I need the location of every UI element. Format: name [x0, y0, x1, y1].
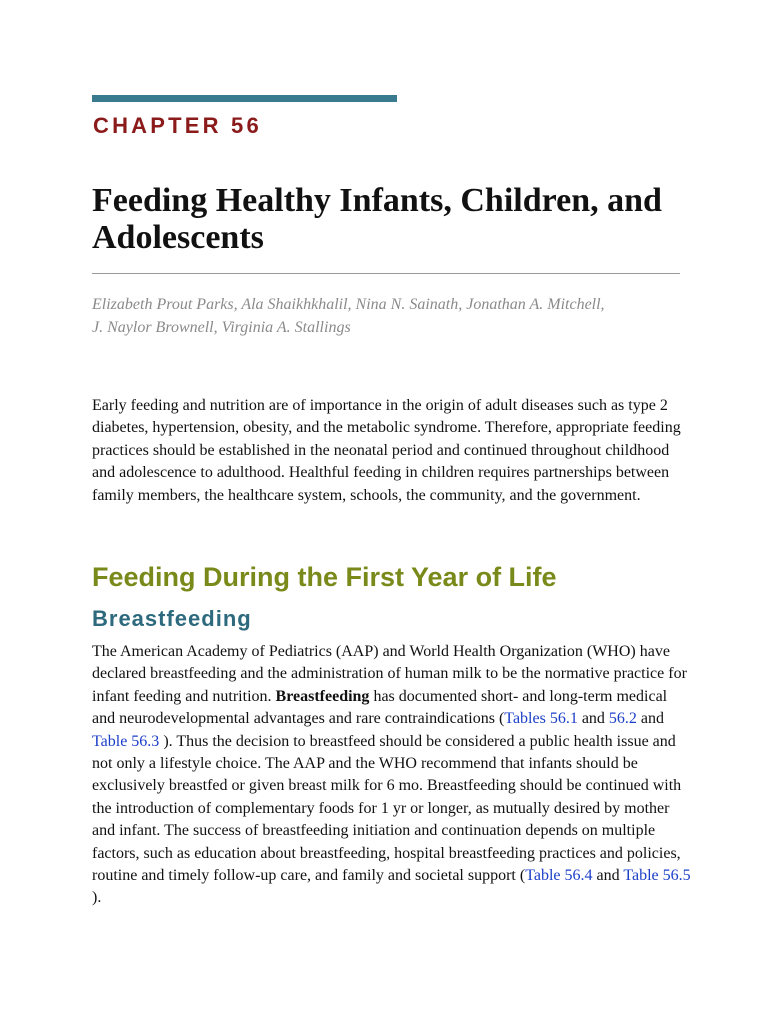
chapter-label: CHAPTER 56 [93, 113, 262, 138]
term-breastfeeding: Breastfeeding [275, 687, 370, 705]
chapter-title: Feeding Healthy Infants, Children, and Adolescents [92, 182, 662, 256]
link-table-56-2[interactable]: 56.2 [608, 710, 637, 728]
section-heading: Feeding During the First Year of Life [92, 562, 557, 592]
para-text-5: ). Thus the decision to breastfeed should be considered a public health issue and not only a lifestyle choice. The AAP and the WHO recommend that infants should be exclusively breastfed or given breast milk for 6 mo. Breastfeeding should be continued with the introduction of complementary foods for 1 yr or longer, as mutually desired by mother and infant. The success of breastfeeding initiation and continuation depends on multiple factors, such as education about breastfeeding, hospital breastfeeding practices and policies, routine and timely follow-up care, and family and societal support ( [92, 732, 682, 885]
link-table-56-5[interactable]: Table 56.5 [623, 867, 691, 885]
subsection-heading: Breastfeeding [92, 606, 252, 631]
breastfeeding-paragraph [92, 641, 692, 910]
link-table-56-4[interactable]: Table 56.4 [525, 867, 593, 885]
para-text-7: ). [92, 889, 102, 907]
chapter-accent-bar [92, 95, 397, 102]
link-table-56-3[interactable]: Table 56.3 [92, 732, 160, 750]
para-text-1: The American Academy of Pediatrics (AAP) and World Health Organization (WHO) have declared breastfeeding and the administration of human milk to be the normative practice for infant feeding and nutrition. [92, 643, 687, 705]
link-tables-56-1[interactable]: Tables 56.1 [504, 710, 578, 728]
authors-line-2: J. Naylor Brownell, Virginia A. Stallings [92, 319, 351, 336]
intro-paragraph: Early feeding and nutrition are of importance in the origin of adult diseases such as type 2 diabetes, hypertension, obesity, and the metabolic syndrome. Therefore, appropriate feeding practices should be established in the neonatal period and continued throughout childhood and adolescence to adulthood. Healthful feeding in children requires partnerships between family members, the healthcare system, schools, the community, and the government. [92, 397, 681, 504]
title-divider [92, 273, 680, 274]
author-list [92, 293, 692, 339]
para-text-4: and [636, 710, 665, 728]
para-text-6: and [592, 867, 624, 885]
para-text-3: and [577, 710, 609, 728]
para-text-2: has documented short- and long-term medical and neurodevelopmental advantages and rare contraindications ( [92, 687, 668, 728]
authors-line-1: Elizabeth Prout Parks, Ala Shaikhkhalil, Nina N. Sainath, Jonathan A. Mitchell, [92, 296, 605, 313]
